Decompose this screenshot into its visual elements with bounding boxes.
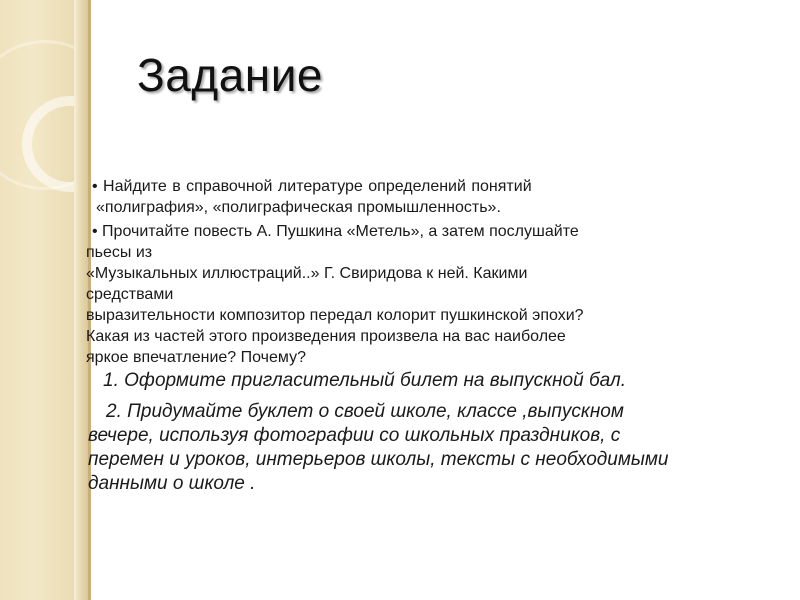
bullet-2-line-7: яркое впечатление? Почему? [86,349,306,366]
bullet-2-line-3: «Музыкальных иллюстраций..» Г. Свиридова к ней. Какими [86,265,528,282]
task-2-line-2: вечере, используя фотографии со школьных праздников, с [88,425,621,446]
bullet-2-line-4: средствами [86,286,174,303]
slide-title: Задание [137,49,323,101]
bullet-1-line-2: «полиграфия», «полиграфическая промышленность». [96,199,501,216]
decorative-side-band [0,0,74,600]
task-2-line-3: перемен и уроков, интерьеров школы, тексты с необходимыми [88,449,669,470]
bullet-2-line-6: Какая из частей этого произведения произвела на вас наиболее [86,328,566,345]
bullet-2-line-2: пьесы из [86,244,153,261]
task-2-line-1: 2. Придумайте буклет о своей школе, классе ,выпускном [106,401,624,422]
task-1: 1. Оформите пригласительный билет на выпускной бал. [103,370,626,391]
bullet-1-line-1: • Найдите в справочной литературе определений понятий [92,178,532,195]
bullet-2-line-1: • Прочитайте повесть А. Пушкина «Метель», а затем послушайте [92,223,579,240]
bullet-2-line-5: выразительности композитор передал колорит пушкинской эпохи? [86,307,584,324]
task-2-line-4: данными о школе . [88,473,256,494]
